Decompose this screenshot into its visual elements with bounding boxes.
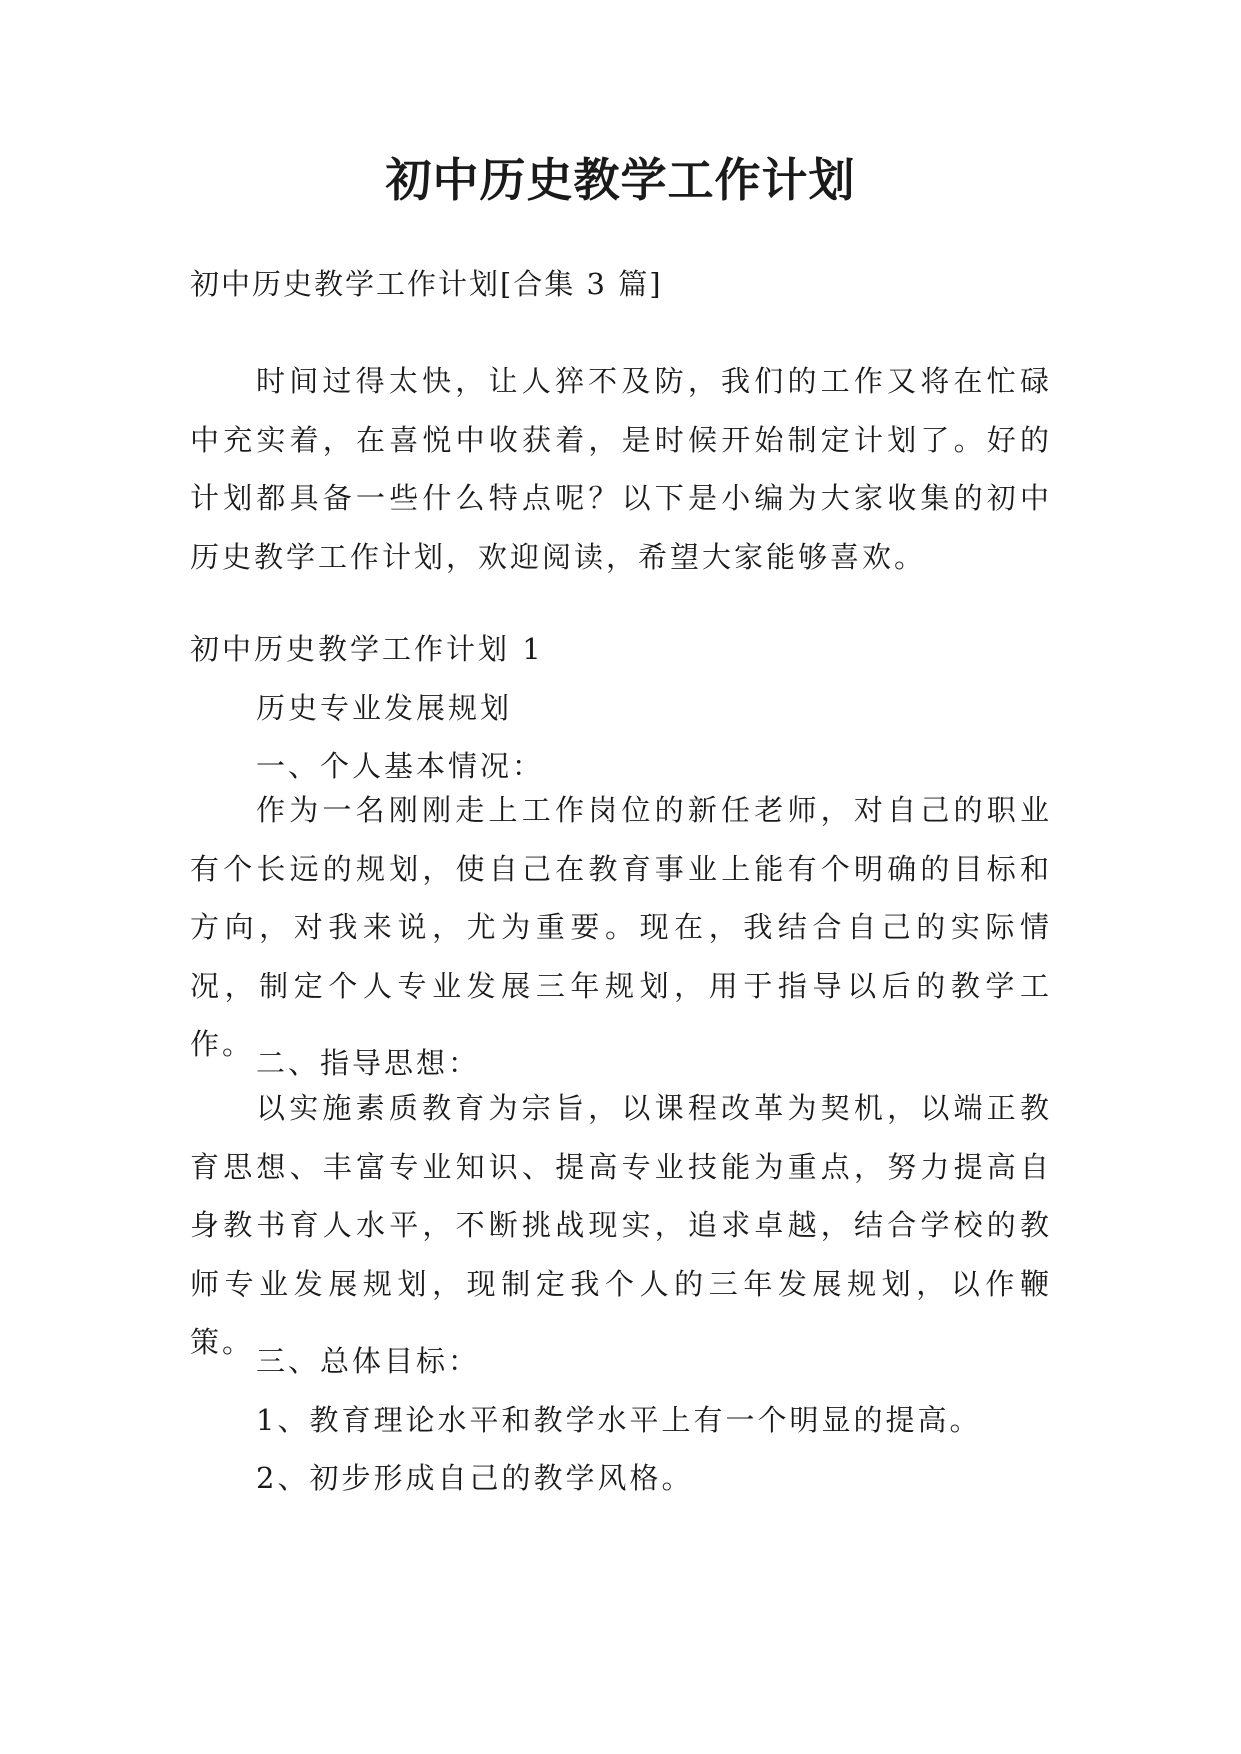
plan-title: 历史专业发展规划 xyxy=(256,691,513,725)
heading-basic-info: 一、个人基本情况： xyxy=(256,749,545,783)
section-heading: 初中历史教学工作计划 1 xyxy=(190,632,544,666)
document-subtitle: 初中历史教学工作计划[合集 3 篇] xyxy=(190,267,663,301)
paragraph-basic-info: 作为一名刚刚走上工作岗位的新任老师，对自己的职业有个长远的规划，使自己在教育事业上能有个明确的目标和方向，对我来说，尤为重要。现在，我结合自己的实际情况，制定个人专业发展三年规划，用于指导以后的教学工作。 xyxy=(190,793,1052,1061)
document-title: 初中历史教学工作计划 xyxy=(385,153,856,207)
goal-item-2: 2、初步形成自己的教学风格。 xyxy=(256,1461,694,1495)
goal-item-1: 1、教育理论水平和教学水平上有一个明显的提高。 xyxy=(256,1403,982,1437)
heading-overall-goal: 三、总体目标： xyxy=(256,1344,481,1378)
heading-guiding-thought: 二、指导思想： xyxy=(256,1046,481,1080)
paragraph-guiding-thought: 以实施素质教育为宗旨，以课程改革为契机，以端正教育思想、丰富专业知识、提高专业技能为重点，努力提高自身教书育人水平，不断挑战现实，追求卓越，结合学校的教师专业发展规划，现制定我个人的三年发展规划，以作鞭策。 xyxy=(190,1091,1052,1359)
intro-paragraph: 时间过得太快，让人猝不及防，我们的工作又将在忙碌中充实着，在喜悦中收获着，是时候开始制定计划了。好的计划都具备一些什么特点呢？以下是小编为大家收集的初中历史教学工作计划，欢迎阅读，希望大家能够喜欢。 xyxy=(190,364,1052,574)
